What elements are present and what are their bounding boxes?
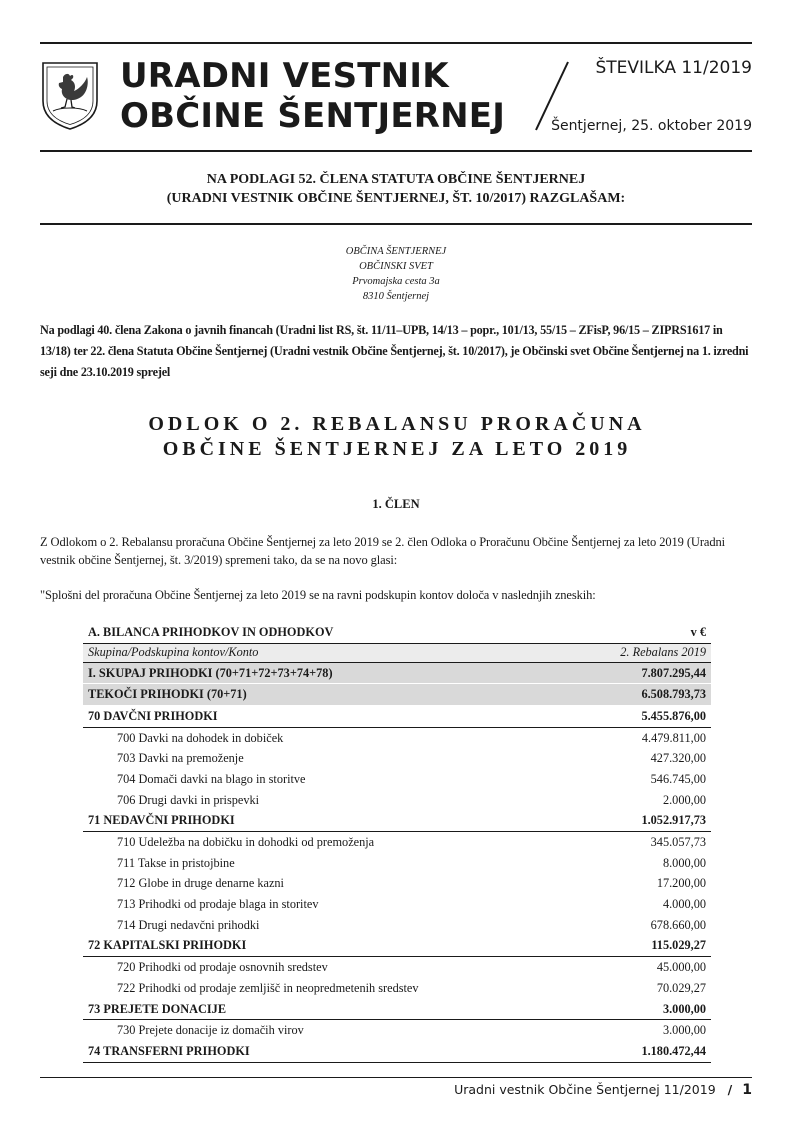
page-footer (454, 1082, 752, 1098)
row-value: 427.320,00 (650, 751, 706, 766)
row-label: 710 Udeležba na dobičku in dohodki od premoženja (117, 835, 375, 850)
row-label: 706 Drugi davki in prispevki (117, 792, 260, 807)
ordinance-title-line2: OBČINE ŠENTJERNEJ ZA LETO 2019 (162, 438, 632, 460)
address-line3: Prvomajska cesta 3a (352, 276, 440, 287)
table-row (83, 662, 711, 684)
issuer-address (40, 244, 752, 304)
row-value: 1.052.917,73 (573, 811, 711, 832)
row-label: I. SKUPAJ PRIHODKI (70+71+72+73+74+78) (83, 662, 573, 684)
table-row (83, 999, 711, 1020)
table-row (83, 894, 711, 915)
footer-publication: Uradni vestnik Občine Šentjernej 11/2019 (454, 1082, 716, 1097)
table-row (83, 769, 711, 790)
table-row (83, 706, 711, 728)
table-header-row (83, 622, 711, 643)
row-label: 722 Prihodki od prodaje zemljišč in neopredmetenih sredstev (117, 980, 419, 995)
row-value: 45.000,00 (656, 960, 706, 975)
row-value: 3.000,00 (662, 1023, 706, 1038)
row-label: 712 Globe in druge denarne kazni (117, 876, 284, 891)
table-row (83, 748, 711, 769)
proclamation-line2: (URADNI VESTNIK OBČINE ŠENTJERNEJ, ŠT. 10/2017) RAZGLAŠAM: (166, 191, 626, 206)
row-label: 720 Prihodki od prodaje osnovnih sredstev (117, 960, 328, 975)
proclamation-line1: NA PODLAGI 52. ČLENA STATUTA OBČINE ŠENTJERNEJ (206, 172, 586, 187)
preamble: Na podlagi 40. člena Zakona o javnih financah (Uradni list RS, št. 11/11–UPB, 14/13 – popr., 101/13, 55/15 – ZFisP, 96/15 – ZIPRS1617 in 13/18) ter 22. člena Statuta Občine Šentjernej (Uradni vestnik Občine Šentjernej, št. 10/2017), je Občinski svet Občine Šentjernej na 1. izredni seji dne 23.10.2019 sprejel (40, 323, 749, 379)
row-label: TEKOČI PRIHODKI (70+71) (83, 684, 573, 706)
publication-title-line1: URADNI VESTNIK (120, 56, 449, 96)
table-row (83, 1041, 711, 1062)
row-label: 70 DAVČNI PRIHODKI (83, 706, 573, 728)
footer-rule (40, 1077, 752, 1078)
row-value: 4.000,00 (662, 897, 706, 912)
row-value: 2.000,00 (662, 792, 706, 807)
table-row (83, 915, 711, 936)
row-value: 6.508.793,73 (573, 684, 711, 706)
table-subheader-right: 2. Rebalans 2019 (573, 643, 711, 662)
paragraph-2: "Splošni del proračuna Občine Šentjernej za leto 2019 se na ravni podskupin kontov določa v naslednjih zneskih: (40, 588, 596, 602)
table-row (83, 684, 711, 706)
table-row (83, 790, 711, 811)
row-value: 115.029,27 (573, 936, 711, 957)
table-row (83, 811, 711, 832)
table-subheader-row (83, 643, 711, 662)
row-value: 678.660,00 (650, 917, 706, 932)
row-value: 3.000,00 (573, 999, 711, 1020)
row-label: 71 NEDAVČNI PRIHODKI (83, 811, 573, 832)
row-value: 7.807.295,44 (573, 662, 711, 684)
ordinance-title-line1: ODLOK O 2. REBALANSU PRORAČUNA (148, 413, 646, 435)
issue-date: Šentjernej, 25. oktober 2019 (551, 118, 752, 134)
row-label: 711 Takse in pristojbine (117, 855, 235, 870)
publication-title (120, 56, 505, 136)
row-label: 700 Davki na dohodek in dobiček (117, 730, 284, 745)
table-header-right: v € (573, 622, 711, 643)
table-row (83, 874, 711, 895)
table-row (83, 1020, 711, 1041)
row-value: 5.455.876,00 (573, 706, 711, 728)
proclamation (40, 170, 752, 208)
row-value: 17.200,00 (656, 876, 706, 891)
issue-number: ŠTEVILKA 11/2019 (595, 58, 752, 78)
table-row (83, 727, 711, 748)
address-line4: 8310 Šentjernej (362, 291, 430, 302)
table-row (83, 832, 711, 853)
row-value: 345.057,73 (650, 835, 706, 850)
row-label: 714 Drugi nedavčni prihodki (117, 917, 260, 932)
footer-separator: / (727, 1082, 733, 1097)
budget-table (83, 622, 711, 1063)
ordinance-title (40, 412, 754, 462)
paragraph-1: Z Odlokom o 2. Rebalansu proračuna Občine Šentjernej za leto 2019 se 2. člen Odloka o Proračunu Občine Šentjernej za leto 2019 (Uradni vestnik občine Šentjernej, št. 3/2019) spremeni tako, da se na novo glasi: (40, 535, 726, 567)
row-label: 72 KAPITALSKI PRIHODKI (83, 936, 573, 957)
masthead-top-rule (40, 42, 752, 44)
rooster-coat-of-arms-icon (41, 61, 99, 131)
row-value: 546.745,00 (650, 771, 706, 786)
row-value: 1.180.472,44 (573, 1041, 711, 1062)
row-label: 713 Prihodki od prodaje blaga in storitev (117, 897, 319, 912)
table-row (83, 936, 711, 957)
table-row (83, 978, 711, 999)
row-value: 70.029,27 (656, 980, 706, 995)
page-number: 1 (742, 1082, 752, 1098)
masthead-bottom-rule (40, 150, 752, 152)
row-value: 4.479.811,00 (641, 730, 706, 745)
row-label: 703 Davki na premoženje (117, 751, 244, 766)
row-label: 74 TRANSFERNI PRIHODKI (83, 1041, 573, 1062)
row-label: 704 Domači davki na blago in storitve (117, 771, 306, 786)
proclamation-rule (40, 223, 752, 225)
table-row (83, 853, 711, 874)
table-header-left: A. BILANCA PRIHODKOV IN ODHODKOV (83, 622, 573, 643)
address-line1: OBČINA ŠENTJERNEJ (345, 246, 447, 257)
table-subheader-left: Skupina/Podskupina kontov/Konto (83, 643, 573, 662)
address-line2: OBČINSKI SVET (359, 261, 433, 272)
publication-title-line2: OBČINE ŠENTJERNEJ (120, 96, 506, 136)
row-label: 73 PREJETE DONACIJE (83, 999, 573, 1020)
row-label: 730 Prejete donacije iz domačih virov (117, 1023, 304, 1038)
article-heading: 1. ČLEN (372, 497, 420, 511)
row-value: 8.000,00 (662, 855, 706, 870)
table-row (83, 957, 711, 978)
